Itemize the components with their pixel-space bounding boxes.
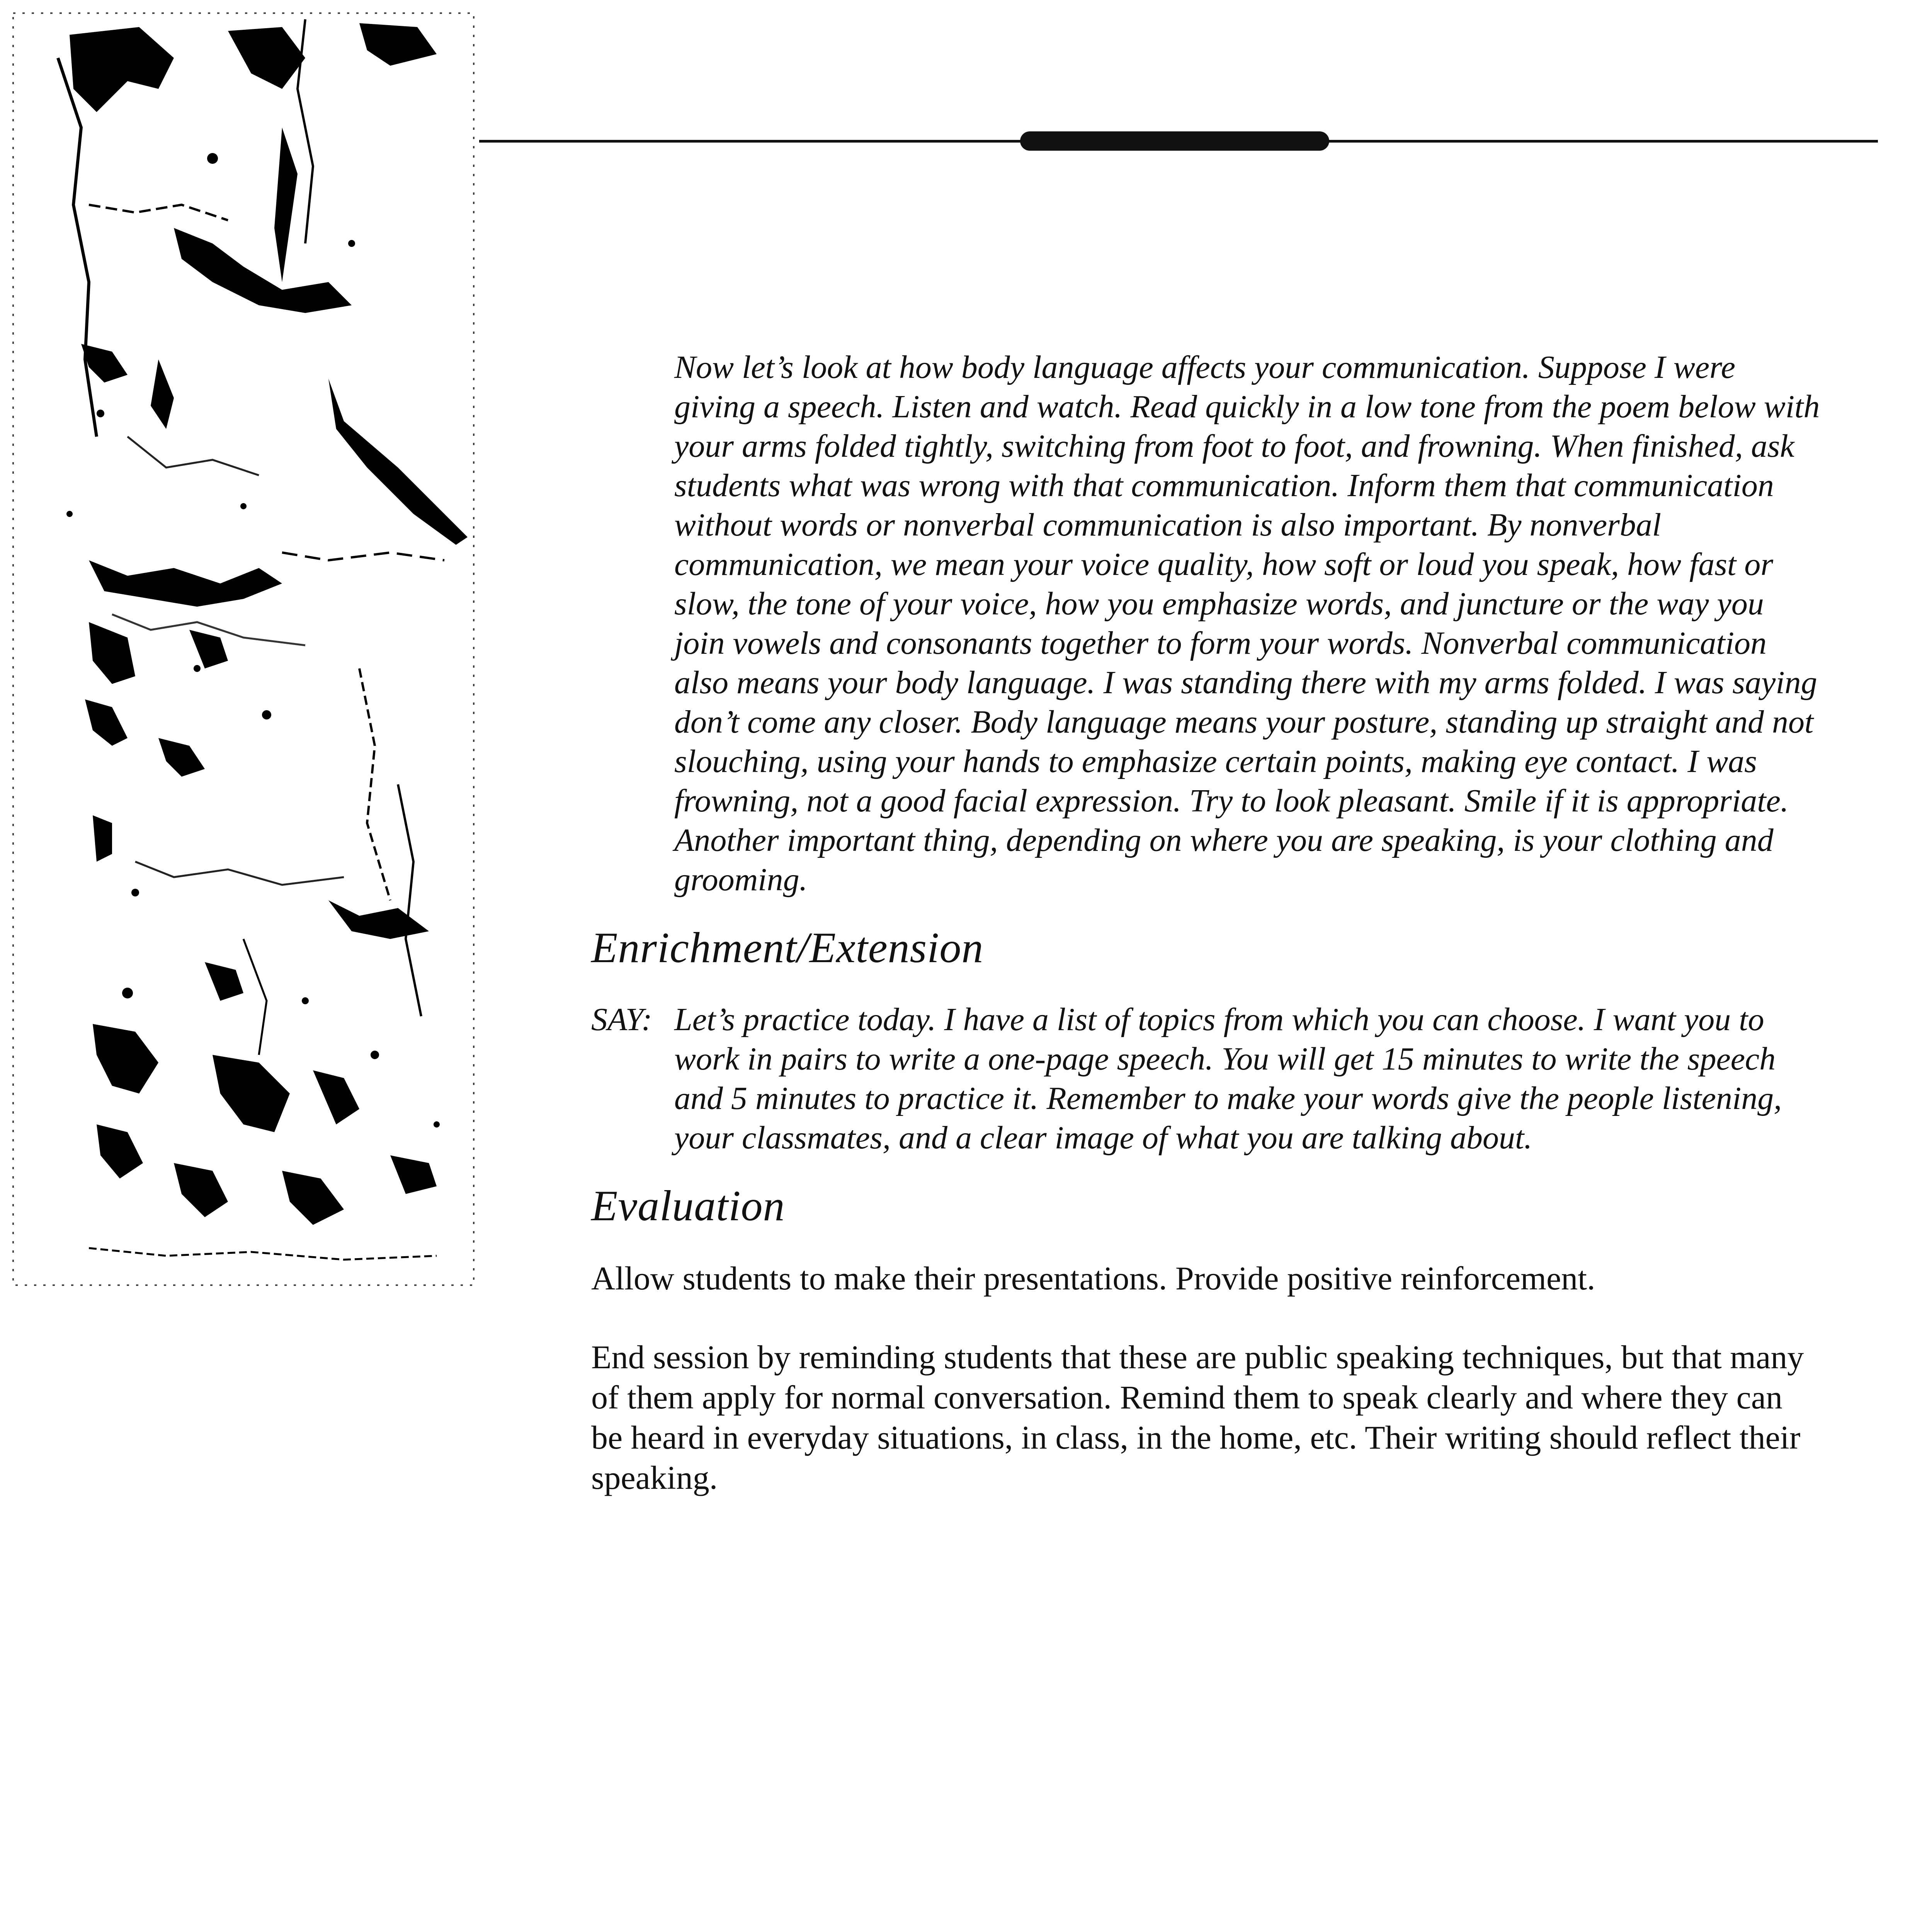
top-decorative-rule	[479, 131, 1878, 158]
main-content	[591, 348, 1820, 1536]
decorative-texture-image	[12, 12, 475, 1287]
enrichment-heading: Enrichment/Extension	[591, 924, 984, 972]
evaluation-paragraph-1: Allow students to make their presentations. Provide positive reinforcement.	[591, 1260, 1595, 1297]
evaluation-heading: Evaluation	[591, 1182, 785, 1230]
evaluation-paragraph-2: End session by reminding students that these are public speaking techniques, but that many of them apply for normal conversation. Remind them to speak clearly and where they can be heard in everyday situations, in class, in the home, etc. Their writing should reflect their speaking.	[591, 1338, 1804, 1496]
say-label: SAY:	[591, 1002, 652, 1037]
top-rule-bar	[1020, 131, 1329, 151]
intro-paragraph: Now let’s look at how body language affects your communication. Suppose I were giving a speech. Listen and watch. Read quickly in a low tone from the poem below with your arms folded tightly, switching from foot to foot, and frowning. When finished, ask students what was wrong with that communication. Inform them that communication without words or nonverbal communication is also important. By nonverbal communication, we mean your voice quality, how soft or loud you speak, how fast or slow, the tone of your voice, how you emphasize words, and juncture or the way you join vowels and consonants together to form your words. Nonverbal communication also means your body language. I was standing there with my arms folded. I was saying don’t come any closer. Body language means your posture, standing up straight and not slouching, using your hands to emphasize certain points, making eye contact. I was frowning, not a good facial expression. Try to look pleasant. Smile if it is appropriate. Another important thing, depending on where you are speaking, is your clothing and grooming.	[674, 349, 1820, 898]
say-text: Let’s practice today. I have a list of topics from which you can choose. I want you to work in pairs to write a one-page speech. You will get 15 minutes to write the speech and 5 minutes to practice it. Remember to make your words give the people listening, your classmates, and a clear image of what you are talking about.	[674, 1002, 1782, 1156]
enrichment-say-block	[591, 1000, 1820, 1158]
